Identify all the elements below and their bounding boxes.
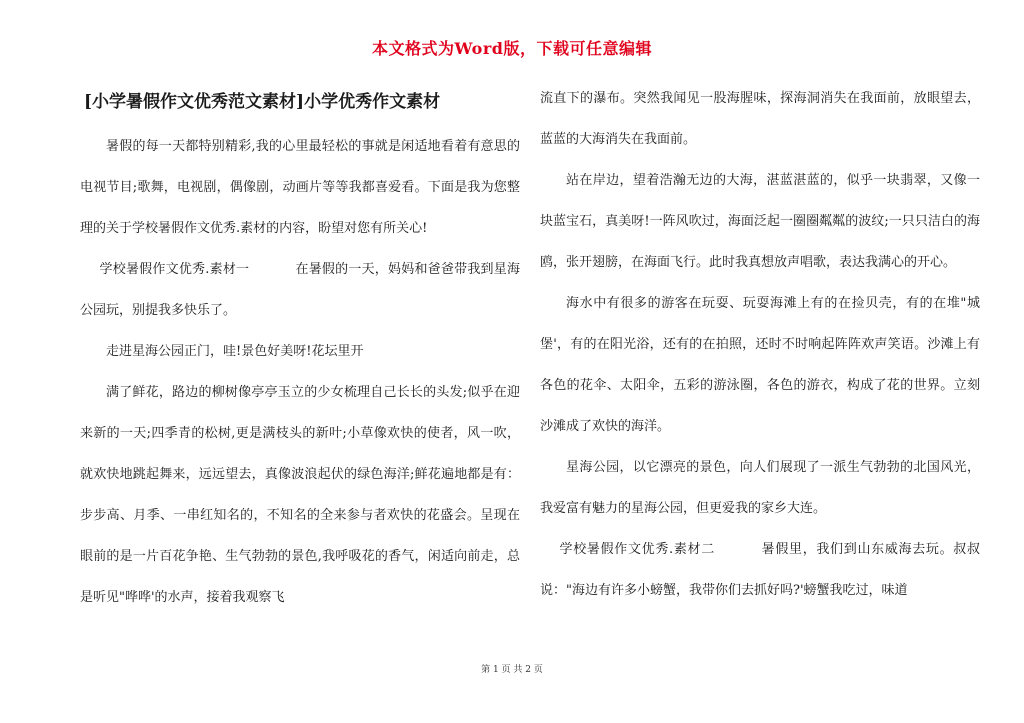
flowers-paragraph: 满了鲜花，路边的柳树像亭亭玉立的少女梳理自己长长的头发;似乎在迎来新的一天;四季青的松树,更是满枝头的新叶;小草像欢快的使者，风一吹，就欢快地跳起舞来，远远望去，真像波浪起伏的绿色海洋;鲜花遍地都是有：步步高、月季、一串红知名的，不知名的全来参与者欢快的花盛会。呈现在眼前的是一片百花争艳、生气勃勃的景色,我呼吸花的香气，闲适向前走，总是听见"哗哗'的水声，接着我观察飞 (80, 385, 520, 605)
essay-one-heading: 学校暑假作文优秀.素材一 (99, 262, 250, 277)
essay-two-heading: 学校暑假作文优秀.素材二 (559, 542, 715, 557)
document-title: [小学暑假作文优秀范文素材]小学优秀作文素材 (84, 92, 441, 112)
essay-one-opening: 在暑假的一天，妈妈和爸爸带我到星海公园玩，别提我多快乐了。 (80, 262, 520, 318)
essay-two-opening: 暑假里，我们到山东威海去玩。叔叔说："海边有许多小螃蟹，我带你们去抓好吗?'螃蟹我吃过，味道 (540, 542, 980, 598)
intro-paragraph: 暑假的每一天都特别精彩,我的心里最轻松的事就是闲适地看着有意思的电视节目;歌舞，电视剧，偶像剧，动画片等等我都喜爱看。下面是我为您整理的关于学校暑假作文优秀.素材的内容，盼望对您有所关心! (80, 139, 520, 236)
shore-paragraph: 站在岸边，望着浩瀚无边的大海，湛蓝湛蓝的，似乎一块翡翠，又像一块蓝宝石，真美呀!一阵风吹过，海面泛起一圈圈粼粼的波纹;一只只洁白的海鸥，张开翅膀，在海面飞行。此时我真想放声唱歌，表达我满心的开心。 (540, 173, 980, 270)
page-number: 第 1 页 共 2 页 (481, 665, 543, 675)
park-entrance-paragraph: 走进星海公园正门，哇!景色好美呀!花坛里开 (106, 344, 364, 359)
essay-two-paragraph (540, 529, 980, 611)
beach-paragraph: 海水中有很多的游客在玩耍、玩耍海滩上有的在捡贝壳，有的在堆"城堡'，有的在阳光浴，还有的在拍照，还时不时响起阵阵欢声笑语。沙滩上有各色的花伞、太阳伞，五彩的游泳圈，各色的游衣，构成了花的世界。立刻沙滩成了欢快的海洋。 (540, 296, 980, 434)
right-column (540, 78, 980, 611)
waterfall-paragraph: 流直下的瀑布。突然我闻见一股海腥味，探海洞消失在我面前，放眼望去，蓝蓝的大海消失在我面前。 (540, 91, 980, 147)
word-format-banner: 本文格式为Word版，下载可任意编辑 (372, 39, 652, 58)
park-summary-paragraph: 星海公园，以它漂亮的景色，向人们展现了一派生气勃勃的北国风光，我爱富有魅力的星海公园，但更爱我的家乡大连。 (540, 460, 980, 516)
essay-one-paragraph (80, 249, 520, 331)
left-column (80, 86, 520, 618)
